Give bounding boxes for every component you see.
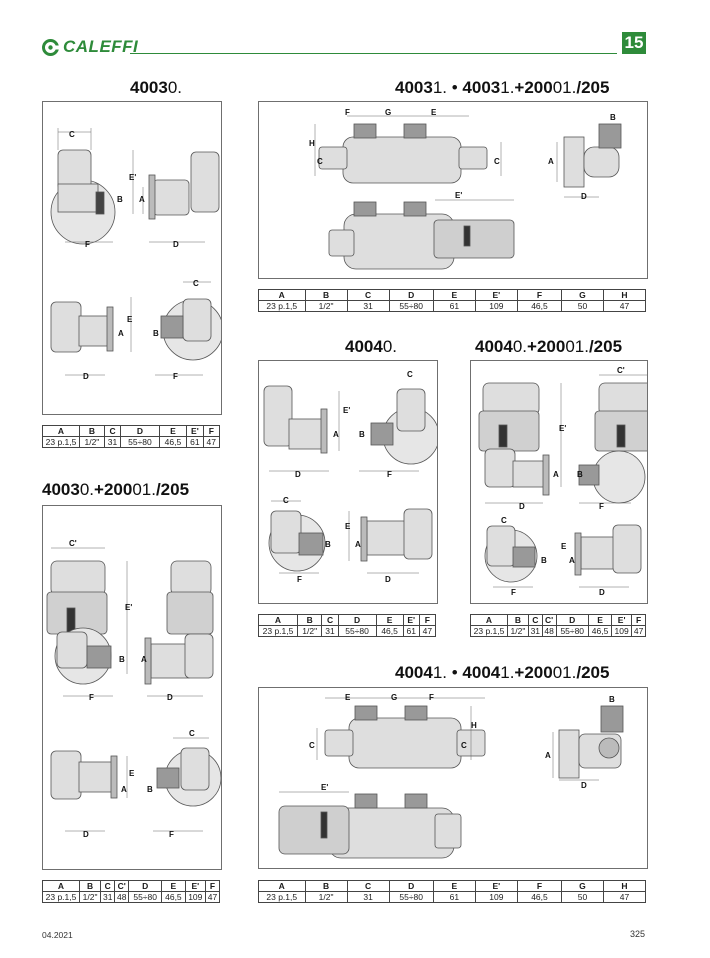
svg-text:E': E' <box>455 191 463 200</box>
svg-text:E: E <box>561 542 567 551</box>
dimension-table-40030 <box>42 425 220 448</box>
drawing-panel-40040-thermo <box>470 360 648 604</box>
valve-drawing <box>471 361 647 603</box>
svg-text:A: A <box>139 195 145 204</box>
svg-text:E: E <box>129 769 135 778</box>
svg-text:E: E <box>345 522 351 531</box>
svg-text:C': C' <box>617 366 625 375</box>
section-title-40030-thermo: 40030.+20001./205 <box>42 480 190 499</box>
svg-text:B: B <box>147 785 153 794</box>
svg-text:D: D <box>173 240 179 249</box>
svg-text:C: C <box>189 729 195 738</box>
svg-text:E': E' <box>343 406 351 415</box>
svg-text:E': E' <box>321 783 329 792</box>
svg-text:F: F <box>429 693 434 702</box>
svg-text:C: C <box>69 130 75 139</box>
svg-text:C: C <box>494 157 500 166</box>
svg-text:B: B <box>541 556 547 565</box>
dimension-table-40030-thermo <box>42 880 220 903</box>
svg-text:A: A <box>548 157 554 166</box>
caleffi-logo-icon <box>42 39 59 56</box>
caleffi-logo <box>42 37 138 57</box>
svg-text:D: D <box>385 575 391 584</box>
svg-text:F: F <box>599 502 604 511</box>
svg-text:A: A <box>545 751 551 760</box>
svg-text:D: D <box>83 372 89 381</box>
svg-text:C: C <box>309 741 315 750</box>
svg-text:B: B <box>610 113 616 122</box>
section-title-40041: 40041. • 40041.+20001./205 <box>395 663 610 682</box>
svg-text:E': E' <box>129 173 137 182</box>
svg-text:D: D <box>581 192 587 201</box>
svg-text:B: B <box>119 655 125 664</box>
svg-text:A: A <box>553 470 559 479</box>
svg-text:C: C <box>501 516 507 525</box>
svg-text:A: A <box>141 655 147 664</box>
svg-text:B: B <box>117 195 123 204</box>
svg-text:C: C <box>193 279 199 288</box>
section-title-40030: 40030. <box>130 78 183 97</box>
svg-text:G: G <box>391 693 398 702</box>
svg-text:B: B <box>609 695 615 704</box>
svg-text:A: A <box>121 785 127 794</box>
table-row: 23 p.1,5 1/2" 31 55÷80 46,5 61 47 <box>43 437 220 448</box>
svg-text:H: H <box>309 139 315 148</box>
svg-text:A: A <box>569 556 575 565</box>
brand-name: CALEFFI <box>63 37 139 56</box>
svg-text:F: F <box>85 240 90 249</box>
table-row: 23 p.1,5 1/2" 31 48 55÷80 46,5 109 47 <box>471 626 646 637</box>
svg-text:E': E' <box>125 603 133 612</box>
valve-drawing <box>259 688 647 868</box>
valve-drawing <box>259 102 647 278</box>
svg-text:B: B <box>577 470 583 479</box>
dimension-table-40031 <box>258 289 646 312</box>
dimension-table-40040 <box>258 614 436 637</box>
svg-text:D: D <box>519 502 525 511</box>
svg-text:A: A <box>355 540 361 549</box>
section-title-40040-thermo: 40040.+20001./205 <box>475 337 623 356</box>
dimension-table-40040-thermo <box>470 614 646 637</box>
valve-drawing <box>43 506 221 869</box>
svg-text:F: F <box>89 693 94 702</box>
table-row: 23 p.1,5 1/2" 31 48 55÷80 46,5 109 47 <box>43 892 220 903</box>
table-row: 23 p.1,5 1/2" 31 55÷80 61 109 46,5 50 47 <box>259 301 646 312</box>
svg-text:D: D <box>599 588 605 597</box>
svg-text:C: C <box>407 370 413 379</box>
svg-text:E': E' <box>559 424 567 433</box>
svg-text:F: F <box>297 575 302 584</box>
valve-drawing <box>43 102 221 414</box>
svg-text:A: A <box>333 430 339 439</box>
svg-text:D: D <box>83 830 89 839</box>
svg-text:C: C <box>283 496 289 505</box>
svg-text:E: E <box>127 315 133 324</box>
drawing-panel-40030 <box>42 101 222 415</box>
section-title-40040: 40040. <box>345 337 398 356</box>
svg-text:D: D <box>295 470 301 479</box>
table-header-row: A B C C' D E E' F <box>471 615 646 626</box>
svg-text:F: F <box>511 588 516 597</box>
svg-text:H: H <box>471 721 477 730</box>
svg-text:F: F <box>173 372 178 381</box>
svg-text:F: F <box>169 830 174 839</box>
svg-text:C: C <box>461 741 467 750</box>
table-header-row: A B C D E E' F <box>43 426 220 437</box>
svg-text:F: F <box>345 108 350 117</box>
page-badge: 15 <box>622 32 646 54</box>
table-header-row: A B C D E E' F G H <box>259 290 646 301</box>
svg-text:F: F <box>387 470 392 479</box>
publication-date: 04.2021 <box>42 930 73 940</box>
svg-text:E: E <box>345 693 351 702</box>
drawing-panel-40031 <box>258 101 648 279</box>
table-row: 23 p.1,5 1/2" 31 55÷80 46,5 61 47 <box>259 626 436 637</box>
dimension-table-40041 <box>258 880 646 903</box>
svg-text:A: A <box>118 329 124 338</box>
table-header-row: A B C C' D E E' F <box>43 881 220 892</box>
svg-text:D: D <box>167 693 173 702</box>
page-number: 325 <box>630 929 646 939</box>
svg-text:E: E <box>431 108 437 117</box>
drawing-panel-40030-thermo <box>42 505 222 870</box>
table-header-row: A B C D E E' F G H <box>259 881 646 892</box>
valve-drawing <box>259 361 437 603</box>
svg-text:C: C <box>317 157 323 166</box>
table-row: 23 p.1,5 1/2" 31 55÷80 61 109 46,5 50 47 <box>259 892 646 903</box>
section-title-40031: 40031. • 40031.+20001./205 <box>395 78 610 97</box>
header-rule <box>130 53 617 54</box>
svg-text:B: B <box>325 540 331 549</box>
svg-text:G: G <box>385 108 392 117</box>
svg-text:C': C' <box>69 539 77 548</box>
drawing-panel-40040 <box>258 360 438 604</box>
svg-text:B: B <box>153 329 159 338</box>
drawing-panel-40041 <box>258 687 648 869</box>
svg-text:D: D <box>581 781 587 790</box>
svg-text:B: B <box>359 430 365 439</box>
table-header-row: A B C D E E' F <box>259 615 436 626</box>
